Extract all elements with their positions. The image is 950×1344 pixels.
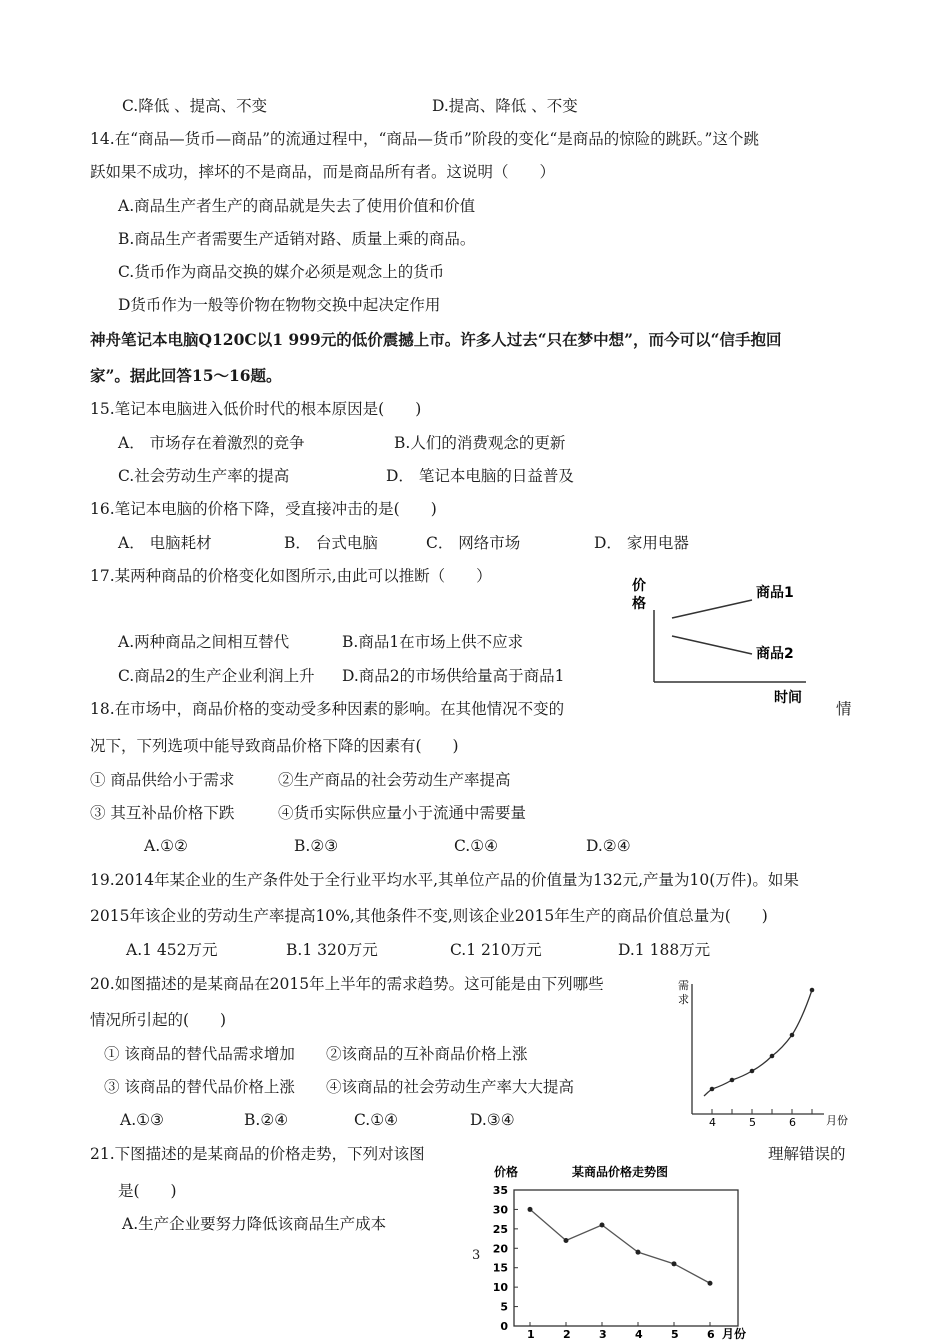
q21-y-tick-label: 25 xyxy=(492,1222,508,1236)
q21-x-tick-label: 2 xyxy=(563,1328,571,1340)
q21-y-tick-label: 0 xyxy=(500,1320,508,1333)
q18-option-a: A.①② xyxy=(144,837,188,855)
q21-y-tick-label: 20 xyxy=(492,1242,508,1256)
q21-stem-line2: 是( ) xyxy=(118,1182,177,1200)
q17-ylabel-char2: 格 xyxy=(632,596,646,612)
q21-x-tick-label: 5 xyxy=(671,1328,679,1340)
q18-item-3: ③ 其互补品价格下跌 xyxy=(90,804,235,822)
q21-stem-line1-end: 理解错误的 xyxy=(768,1145,846,1163)
q19-option-b: B.1 320万元 xyxy=(286,941,378,959)
q17-series-line-2 xyxy=(672,636,752,654)
q20-item-2: ②该商品的互补商品价格上涨 xyxy=(326,1045,528,1063)
q20-stem-line1: 20.如图描述的是某商品在2015年上半年的需求趋势。这可能是由下列哪些 xyxy=(90,975,604,993)
q21-y-tick-label: 30 xyxy=(492,1203,508,1217)
q16-option-c: C． 网络市场 xyxy=(426,534,521,552)
q18-option-d: D.②④ xyxy=(586,837,631,855)
q17-option-b: B.商品1在市场上供不应求 xyxy=(342,633,524,651)
q21-y-tick-label: 35 xyxy=(492,1184,508,1197)
q15-stem: 15.笔记本电脑进入低价时代的根本原因是( ) xyxy=(90,400,422,418)
q20-data-point xyxy=(750,1069,755,1074)
q20-item-4: ④该商品的社会劳动生产率大大提高 xyxy=(326,1078,575,1096)
q17-ylabel-char1: 价 xyxy=(632,578,646,594)
q21-stem-line1: 21.下图描述的是某商品的价格走势，下列对该图 xyxy=(90,1145,425,1163)
q16-option-d: D． 家用电器 xyxy=(594,534,689,552)
q21-option-a: A.生产企业要努力降低该商品生产成本 xyxy=(122,1215,387,1233)
q17-option-c: C.商品2的生产企业利润上升 xyxy=(118,667,315,685)
q21-price-trend-chart xyxy=(486,1160,776,1340)
q21-data-point xyxy=(564,1238,569,1243)
q17-series-label-2: 商品2 xyxy=(756,646,794,662)
q20-option-c: C.①④ xyxy=(354,1111,399,1129)
q18-option-b: B.②③ xyxy=(294,837,339,855)
q20-option-a: A.①③ xyxy=(120,1111,164,1129)
q18-item-2: ②生产商品的社会劳动生产率提高 xyxy=(278,771,511,789)
q19-stem-line2: 2015年该企业的劳动生产率提高10%,其他条件不变,则该企业2015年生产的商品价值总量为( ) xyxy=(90,907,768,925)
q14-stem-line1: 14.在“商品—货币—商品”的流通过程中，“商品—货币”阶段的变化“是商品的惊险的跳跃。”这个跳 xyxy=(90,130,759,148)
q15-option-a: A． 市场存在着激烈的竞争 xyxy=(118,434,305,452)
q21-xlabel: 月份 xyxy=(722,1327,747,1340)
q14-option-a: A.商品生产者生产的商品就是失去了使用价值和价值 xyxy=(118,197,476,215)
q20-option-d: D.③④ xyxy=(470,1111,515,1129)
q20-data-point xyxy=(790,1033,795,1038)
q17-xlabel: 时间 xyxy=(774,690,802,706)
q18-stem-line1-end: 情 xyxy=(836,700,852,718)
q18-stem-line1: 18.在市场中，商品价格的变动受多种因素的影响。在其他情况不变的 xyxy=(90,700,565,718)
q20-ylabel-char1: 需 xyxy=(678,979,689,992)
q17-series-line-1 xyxy=(672,600,752,618)
q21-data-point xyxy=(600,1222,605,1227)
q20-item-3: ③ 该商品的替代品价格上涨 xyxy=(104,1078,295,1096)
q18-stem-line2: 况下，下列选项中能导致商品价格下降的因素有( ) xyxy=(90,737,459,755)
q20-ylabel xyxy=(678,979,689,1006)
q19-option-d: D.1 188万元 xyxy=(618,941,711,959)
page-number: 3 xyxy=(472,1248,481,1263)
q21-data-point xyxy=(672,1261,677,1266)
q21-data-point xyxy=(636,1250,641,1255)
q20-ylabel-char2: 求 xyxy=(678,993,689,1006)
q16-option-b: B． 台式电脑 xyxy=(284,534,378,552)
q20-item-1: ① 该商品的替代品需求增加 xyxy=(104,1045,295,1063)
q17-price-chart xyxy=(620,572,820,708)
q13-option-d: D.提高、降低 、不变 xyxy=(432,97,578,115)
q21-price-line xyxy=(530,1209,710,1283)
q20-data-point xyxy=(710,1087,715,1092)
q18-option-c: C.①④ xyxy=(454,837,499,855)
q21-x-tick-label: 6 xyxy=(707,1328,715,1340)
q20-demand-curve xyxy=(704,990,812,1096)
q14-option-c: C.货币作为商品交换的媒介必须是观念上的货币 xyxy=(118,263,445,281)
q17-option-a: A.两种商品之间相互替代 xyxy=(118,633,290,651)
q21-chart-title: 某商品价格走势图 xyxy=(572,1165,669,1179)
q20-data-point xyxy=(730,1078,735,1083)
q16-stem: 16.笔记本电脑的价格下降，受直接冲击的是( ) xyxy=(90,500,437,518)
q18-item-4: ④货币实际供应量小于流通中需要量 xyxy=(278,804,527,822)
q17-ylabel xyxy=(632,577,646,612)
q20-x-tick-label: 4 xyxy=(709,1116,716,1129)
q19-option-c: C.1 210万元 xyxy=(450,941,542,959)
q20-option-b: B.②④ xyxy=(244,1111,289,1129)
material-line1: 神舟笔记本电脑Q120C以1 999元的低价震撼上市。许多人过去“只在梦中想”，而今可以“信手抱回 xyxy=(90,330,782,349)
q21-y-tick-label: 15 xyxy=(492,1261,508,1275)
q21-data-point xyxy=(528,1207,533,1212)
q17-series-label-1: 商品1 xyxy=(756,585,794,601)
q19-option-a: A.1 452万元 xyxy=(126,941,218,959)
q20-data-point xyxy=(770,1054,775,1059)
q15-option-d: D． 笔记本电脑的日益普及 xyxy=(386,467,574,485)
q16-option-a: A． 电脑耗材 xyxy=(118,534,212,552)
q18-item-1: ① 商品供给小于需求 xyxy=(90,771,235,789)
q21-plot-frame xyxy=(514,1190,738,1326)
q20-data-point xyxy=(810,988,815,993)
q19-stem-line1: 19.2014年某企业的生产条件处于全行业平均水平,其单位产品的价值量为132元,产量为10(万件)。如果 xyxy=(90,871,799,889)
q14-option-b: B.商品生产者需要生产适销对路、质量上乘的商品。 xyxy=(118,230,476,248)
q20-x-tick-label: 6 xyxy=(789,1116,796,1129)
q21-data-point xyxy=(708,1281,713,1286)
q21-ylabel: 价格 xyxy=(494,1165,519,1179)
q21-y-tick-label: 5 xyxy=(500,1300,508,1314)
q21-x-tick-label: 4 xyxy=(635,1328,643,1340)
q21-y-tick-label: 10 xyxy=(492,1281,508,1295)
q20-demand-chart xyxy=(668,976,858,1132)
q15-option-c: C.社会劳动生产率的提高 xyxy=(118,467,290,485)
q17-option-d: D.商品2的市场供给量高于商品1 xyxy=(342,667,565,685)
q21-x-tick-label: 1 xyxy=(527,1328,535,1340)
q13-option-c: C.降低 、提高、不变 xyxy=(122,97,268,115)
q15-option-b: B.人们的消费观念的更新 xyxy=(394,434,566,452)
q17-stem: 17.某两种商品的价格变化如图所示,由此可以推断（ ） xyxy=(90,567,492,585)
material-line2: 家”。据此回答15～16题。 xyxy=(90,366,282,385)
q20-xlabel: 月份 xyxy=(826,1114,848,1127)
q20-x-tick-label: 5 xyxy=(749,1116,756,1129)
q20-stem-line2: 情况所引起的( ) xyxy=(90,1011,227,1029)
q14-option-d: D货币作为一般等价物在物物交换中起决定作用 xyxy=(118,296,441,314)
q14-stem-line2: 跃如果不成功，摔坏的不是商品，而是商品所有者。这说明（ ） xyxy=(90,163,556,181)
q21-x-tick-label: 3 xyxy=(599,1328,607,1340)
